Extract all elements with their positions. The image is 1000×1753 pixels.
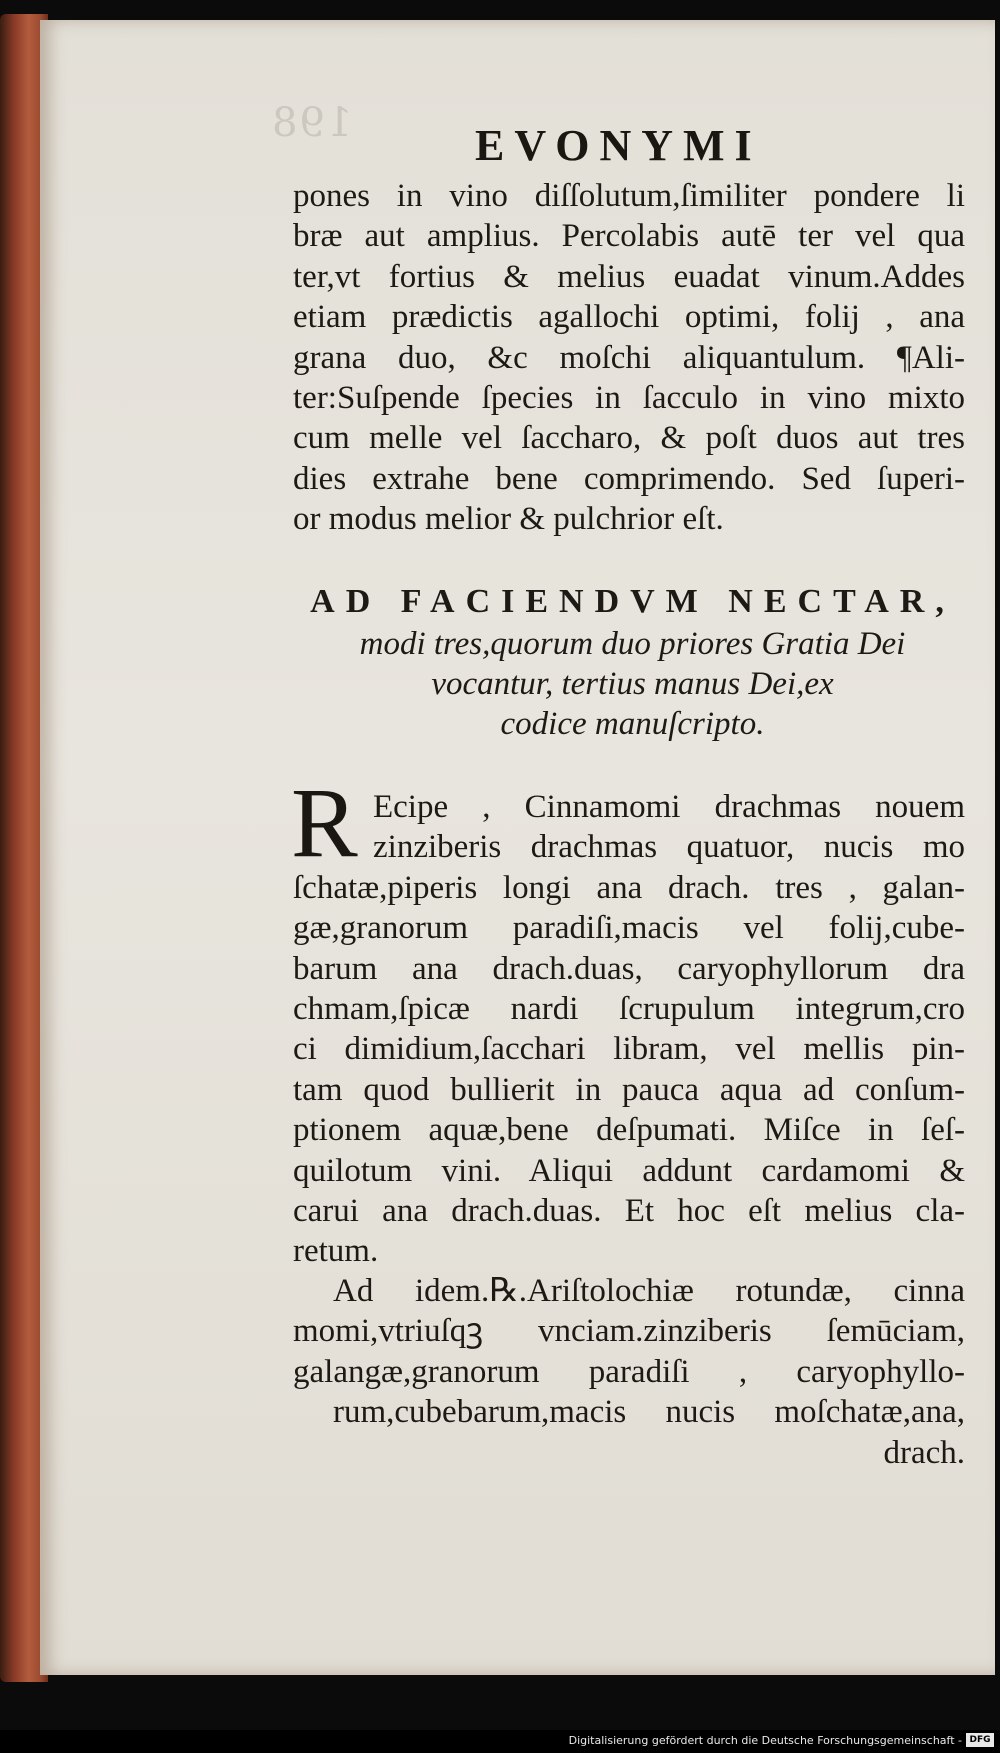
dfg-logo: DFG — [966, 1733, 994, 1747]
text-line: barum ana drach.duas, caryophyllorum dra — [293, 950, 965, 987]
text-line: chmam,ſpicæ nardi ſcrupulum integrum,cro — [293, 991, 965, 1028]
text-line: tam quod bullierit in pauca aqua ad conſum- — [293, 1071, 965, 1108]
text-line: Ecipe , Cinnamomi drachmas nouem — [373, 789, 965, 825]
text-line: bræ aut amplius. Percolabis autē ter vel qua — [293, 218, 965, 255]
text-line: grana duo, &c moſchi aliquantulum. ¶Ali- — [293, 339, 965, 376]
text-line: zinziberis drachmas quatuor, nucis mo — [373, 829, 965, 866]
text-line: ter,vt fortius & melius euadat vinum.Addes — [293, 258, 965, 295]
text-line: dies extrahe bene comprimendo. Sed ſuperi- — [293, 460, 965, 497]
text-line: etiam prædictis agallochi optimi, folij , ana — [293, 299, 965, 336]
heading-subtitle-line: vocantur, tertius manus Dei,ex — [431, 666, 834, 702]
text-line: ter:Suſpende ſpecies in ſacculo in vino mixto — [293, 380, 965, 417]
heading-subtitle-line: codice manuſcripto. — [500, 706, 765, 742]
text-line: gæ,granorum paradiſi,macis vel folij,cube- — [293, 910, 965, 947]
heading-title: AD FACIENDVM NECTAR, — [310, 583, 955, 620]
text-line: rum,cubebarum,macis nucis moſchatæ,ana, — [333, 1394, 965, 1431]
text-line: retum. — [293, 1233, 379, 1270]
text-line: momi,vtriuſqꝫ vnciam.zinziberis ſemūciam, — [293, 1313, 965, 1350]
running-head: EVONYMI — [475, 121, 762, 170]
text-line: carui ana drach.duas. Et hoc eſt melius cla- — [293, 1193, 965, 1230]
recipe-paragraph — [293, 787, 965, 1272]
bleed-through-page-number: 198 — [270, 100, 353, 146]
footer-credit: Digitalisierung gefördert durch die Deutsche Forschungsgemeinschaft - — [568, 1734, 962, 1747]
text-line: ci dimidium,ſacchari libram, vel mellis pin- — [293, 1031, 965, 1068]
text-line: Ad idem.℞.Ariſtolochiæ rotundæ, cinna — [333, 1273, 965, 1309]
paragraph-continued — [293, 176, 965, 540]
heading-subtitle-line: modi tres,quorum duo priores Gratia Dei — [359, 626, 906, 662]
text-line: pones in vino diſſolutum,ſimiliter pondere li — [293, 178, 965, 214]
text-line: ſchatæ,piperis longi ana drach. tres , galan- — [293, 869, 965, 906]
drop-cap-initial: R — [291, 767, 358, 878]
text-line: quilotum vini. Aliqui addunt cardamomi & — [293, 1152, 965, 1189]
text-line: or modus melior & pulchrior eſt. — [293, 501, 724, 538]
catchword: drach. — [883, 1434, 965, 1471]
text-line: ptionem aquæ,bene deſpumati. Miſce in ſeſ- — [293, 1112, 965, 1149]
text-line: cum melle vel ſaccharo, & poſt duos aut tres — [293, 420, 965, 457]
recipe-paragraph-second — [293, 1271, 965, 1473]
section-heading — [300, 580, 965, 744]
text-line: galangæ,granorum paradiſi , caryophyllo- — [293, 1353, 965, 1390]
